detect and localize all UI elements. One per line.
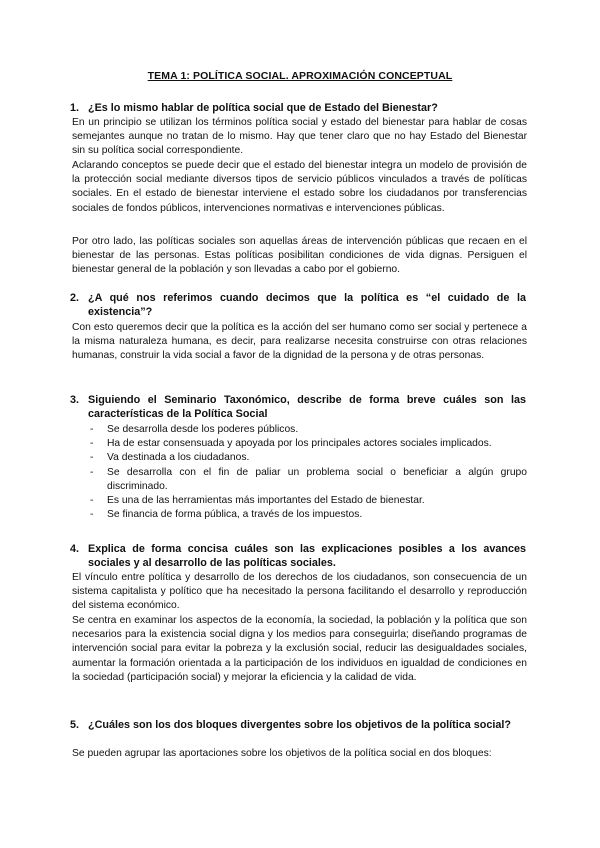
question-text: ¿Es lo mismo hablar de política social que de Estado del Bienestar? — [88, 102, 438, 114]
question-number: 4. — [70, 543, 80, 555]
list-item: - Se desarrolla con el fin de paliar un problema social o beneficiar a algún grupo discriminado. — [90, 466, 527, 492]
paragraph: Se pueden agrupar las aportaciones sobre los objetivos de la política social en dos bloques: — [72, 748, 492, 759]
document-title: TEMA 1: POLÍTICA SOCIAL. APROXIMACIÓN CONCEPTUAL — [147, 70, 453, 82]
question-number: 1. — [70, 102, 80, 114]
question-text: Siguiendo el Seminario Taxonómico, describe de forma breve cuáles son las características de la Política Social — [88, 394, 526, 420]
paragraph: Con esto queremos decir que la política es la acción del ser humano como ser social y pertenece a la misma naturaleza humana, es decir, para realizarse necesita construirse con otras relaciones humanas, construir la vida social a favor de la dignidad de la persona y de otras personas. — [72, 322, 527, 362]
paragraph: El vínculo entre política y desarrollo de los derechos de los ciudadanos, son consecuencia de un sistema capitalista y político que ha necesitado la persona facilitando el desarrollo y reproducción del sistema económico. — [72, 572, 527, 612]
paragraph: Se centra en examinar los aspectos de la economía, la sociedad, la población y la política que son necesarios para la existencia social digna y los medios para conseguirla; diseñando programas de intervención social para evitar la pobreza y la exclusión social, reducir las desigualdades sociales, aumentar la formación orientada a la participación de los individuos en igualdad de condiciones en la sociedad (participación social) y mejorar la eficiencia y la calidad de vida. — [72, 615, 527, 683]
paragraph: Por otro lado, las políticas sociales son aquellas áreas de intervención públicas que recaen en el bienestar de las personas. Estas políticas posibilitan condiciones de vida dignas. Persiguen el bienestar general de la población y son llevadas a cabo por el gobierno. — [72, 236, 527, 276]
question-1 — [70, 101, 526, 115]
list-item: - Ha de estar consensuada y apoyada por los principales actores sociales implicados. — [90, 438, 492, 450]
question-number: 5. — [70, 719, 80, 731]
paragraph: Aclarando conceptos se puede decir que el estado del bienestar integra un modelo de provisión de la protección social mediante diversos tipos de servicio públicos vinculados a través de políticas sociales. En el estado de bienestar interviene el estado sobre los ciudadanos por transferencias sociales de fondos públicos, intervenciones normativas e intervenciones públicas. — [72, 160, 527, 214]
question-number: 3. — [70, 394, 80, 406]
question-4 — [70, 542, 526, 570]
question-2 — [70, 291, 526, 319]
question-text: ¿A qué nos referimos cuando decimos que la política es “el cuidado de la existencia”? — [88, 292, 526, 318]
question-3 — [70, 393, 526, 421]
list-item: - Se financia de forma pública, a través de los impuestos. — [90, 509, 363, 521]
paragraph: En un principio se utilizan los términos política social y estado del bienestar para hablar de cosas semejantes aunque no tratan de lo mismo. Hay que tener claro que no hay Estado del Bienestar sin su política social correspondiente. — [72, 117, 527, 157]
characteristics-list — [72, 423, 527, 522]
question-text: Explica de forma concisa cuáles son las explicaciones posibles a los avances sociales y al desarrollo de las políticas sociales. — [88, 543, 526, 569]
list-item: - Es una de las herramientas más importantes del Estado de bienestar. — [90, 495, 425, 507]
question-5 — [70, 718, 526, 732]
question-number: 2. — [70, 292, 80, 304]
question-text: ¿Cuáles son los dos bloques divergentes sobre los objetivos de la política social? — [88, 719, 511, 731]
list-item: - Se desarrolla desde los poderes públicos. — [90, 424, 299, 435]
list-item: - Va destinada a los ciudadanos. — [90, 452, 250, 464]
